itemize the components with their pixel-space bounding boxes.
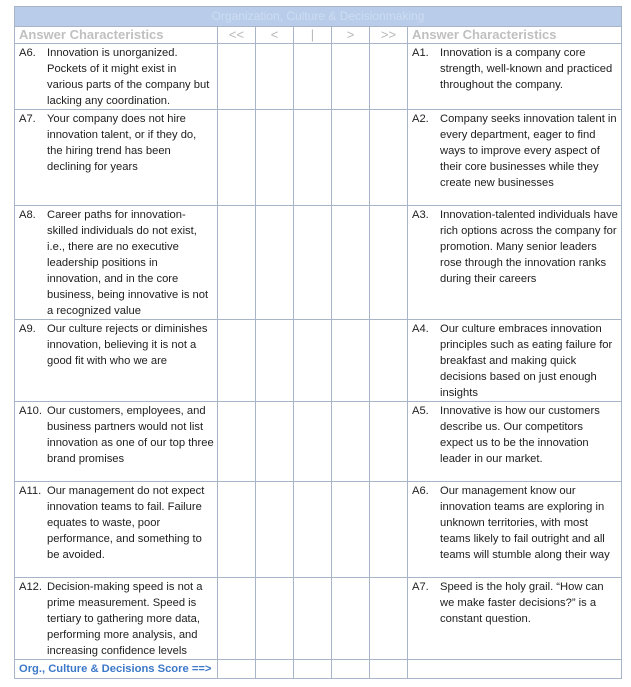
rating-cell-4[interactable] [332, 110, 370, 206]
right-answer-code: A7. [412, 581, 429, 593]
table-title: Organization, Culture & Decisionmaking [15, 7, 622, 27]
rating-cell-5[interactable] [370, 44, 408, 110]
right-answer-text: Speed is the holy grail. “How can we make faster decisions?” is a constant question. [440, 581, 604, 625]
rating-cell-1[interactable] [218, 320, 256, 402]
left-answer-cell [15, 578, 218, 660]
right-column-header: Answer Characteristics [408, 27, 622, 44]
rating-cell-5[interactable] [370, 110, 408, 206]
left-answer-cell [15, 402, 218, 482]
rating-cell-4[interactable] [332, 320, 370, 402]
rating-cell-5[interactable] [370, 206, 408, 320]
right-answer-code: A4. [412, 323, 429, 335]
left-answer-code: A7. [19, 113, 36, 125]
rating-cell-2[interactable] [256, 482, 294, 578]
left-answer-cell [15, 44, 218, 110]
answer-row [15, 320, 622, 402]
left-answer-code: A10. [19, 405, 43, 417]
score-cell-4[interactable] [332, 660, 370, 679]
rating-cell-1[interactable] [218, 206, 256, 320]
rating-cell-3[interactable] [294, 482, 332, 578]
rating-cell-5[interactable] [370, 320, 408, 402]
right-answer-cell [408, 110, 622, 206]
rating-cell-3[interactable] [294, 320, 332, 402]
left-answer-cell [15, 206, 218, 320]
right-answer-code: A1. [412, 47, 429, 59]
left-answer-text: Our culture rejects or diminishes innovation, believing it is not a good fit with who we are [47, 323, 208, 367]
left-answer-cell [15, 320, 218, 402]
right-answer-cell [408, 206, 622, 320]
nav-next-header: > [332, 27, 370, 44]
left-answer-code: A11. [19, 485, 42, 497]
right-answer-code: A3. [412, 209, 429, 221]
right-answer-cell [408, 402, 622, 482]
right-answer-code: A2. [412, 113, 429, 125]
right-answer-code: A6. [412, 485, 429, 497]
right-answer-text: Innovative is how our customers describe us. Our competitors expect us to be the innovation leader in our market. [440, 405, 600, 465]
rating-cell-1[interactable] [218, 402, 256, 482]
nav-middle-header: | [294, 27, 332, 44]
score-cell-1[interactable] [218, 660, 256, 679]
left-answer-code: A9. [19, 323, 36, 335]
left-answer-text: Innovation is unorganized. Pockets of it might exist in various parts of the company but lacking any coordination. [47, 47, 210, 107]
answer-row [15, 44, 622, 110]
score-cell-2[interactable] [256, 660, 294, 679]
left-answer-text: Decision-making speed is not a prime measurement. Speed is tertiary to gathering more data, performing more analysis, and increasing confidence levels [47, 581, 203, 657]
rating-cell-3[interactable] [294, 578, 332, 660]
right-answer-text: Our management know our innovation teams are exploring in unknown territories, with most teams likely to fail outright and all teams will stumble along their way [440, 485, 610, 561]
answer-row [15, 482, 622, 578]
rating-cell-4[interactable] [332, 44, 370, 110]
left-answer-code: A6. [19, 47, 36, 59]
answer-rows [15, 44, 622, 660]
rating-cell-3[interactable] [294, 402, 332, 482]
assessment-document [14, 6, 621, 679]
title-row [15, 7, 622, 27]
right-answer-cell [408, 578, 622, 660]
rating-cell-2[interactable] [256, 110, 294, 206]
rating-cell-3[interactable] [294, 110, 332, 206]
rating-cell-1[interactable] [218, 110, 256, 206]
right-answer-text: Our culture embraces innovation principles such as eating failure for breakfast and making quick decisions based on just enough insights [440, 323, 613, 399]
left-column-header: Answer Characteristics [15, 27, 218, 44]
left-answer-text: Career paths for innovation-skilled individuals do not exist, i.e., there are no executive leadership positions in innovation, and in the core business, being innovative is not a recognized value [47, 209, 209, 317]
rating-cell-4[interactable] [332, 578, 370, 660]
rating-cell-5[interactable] [370, 402, 408, 482]
rating-cell-1[interactable] [218, 578, 256, 660]
rating-cell-2[interactable] [256, 402, 294, 482]
answer-row [15, 578, 622, 660]
left-answer-text: Our management do not expect innovation teams to fail. Failure equates to waste, poor performance, and something to be avoided. [47, 485, 205, 561]
left-answer-text: Our customers, employees, and business partners would not list innovation as one of our top three brand promises [47, 405, 214, 465]
rating-cell-3[interactable] [294, 206, 332, 320]
right-answer-text: Innovation-talented individuals have rich options across the company for promotion. Many senior leaders rose through the innovation ranks during their careers [440, 209, 618, 285]
left-answer-cell [15, 110, 218, 206]
assessment-table [14, 6, 622, 679]
answer-row [15, 110, 622, 206]
score-cell-5[interactable] [370, 660, 408, 679]
rating-cell-4[interactable] [332, 206, 370, 320]
score-cell-right [408, 660, 622, 679]
nav-first-header: << [218, 27, 256, 44]
right-answer-code: A5. [412, 405, 429, 417]
left-answer-code: A8. [19, 209, 36, 221]
rating-cell-2[interactable] [256, 206, 294, 320]
right-answer-cell [408, 320, 622, 402]
rating-cell-4[interactable] [332, 482, 370, 578]
left-answer-text: Your company does not hire innovation talent, or if they do, the hiring trend has been declining for years [47, 113, 197, 173]
rating-cell-5[interactable] [370, 578, 408, 660]
rating-cell-1[interactable] [218, 44, 256, 110]
left-answer-code: A12. [19, 581, 43, 593]
right-answer-cell [408, 482, 622, 578]
score-cell-3[interactable] [294, 660, 332, 679]
rating-cell-1[interactable] [218, 482, 256, 578]
right-answer-text: Company seeks innovation talent in every department, eager to find ways to improve every aspect of their core businesses while they create new businesses [440, 113, 617, 189]
rating-cell-2[interactable] [256, 578, 294, 660]
score-label: Org., Culture & Decisions Score ==> [15, 660, 218, 679]
rating-cell-5[interactable] [370, 482, 408, 578]
rating-cell-2[interactable] [256, 320, 294, 402]
answer-row [15, 402, 622, 482]
right-answer-text: Innovation is a company core strength, well-known and practiced throughout the company. [440, 47, 613, 91]
rating-cell-3[interactable] [294, 44, 332, 110]
right-answer-cell [408, 44, 622, 110]
score-row [15, 660, 622, 679]
nav-last-header: >> [370, 27, 408, 44]
header-row [15, 27, 622, 44]
rating-cell-4[interactable] [332, 402, 370, 482]
left-answer-cell [15, 482, 218, 578]
answer-row [15, 206, 622, 320]
rating-cell-2[interactable] [256, 44, 294, 110]
nav-prev-header: < [256, 27, 294, 44]
